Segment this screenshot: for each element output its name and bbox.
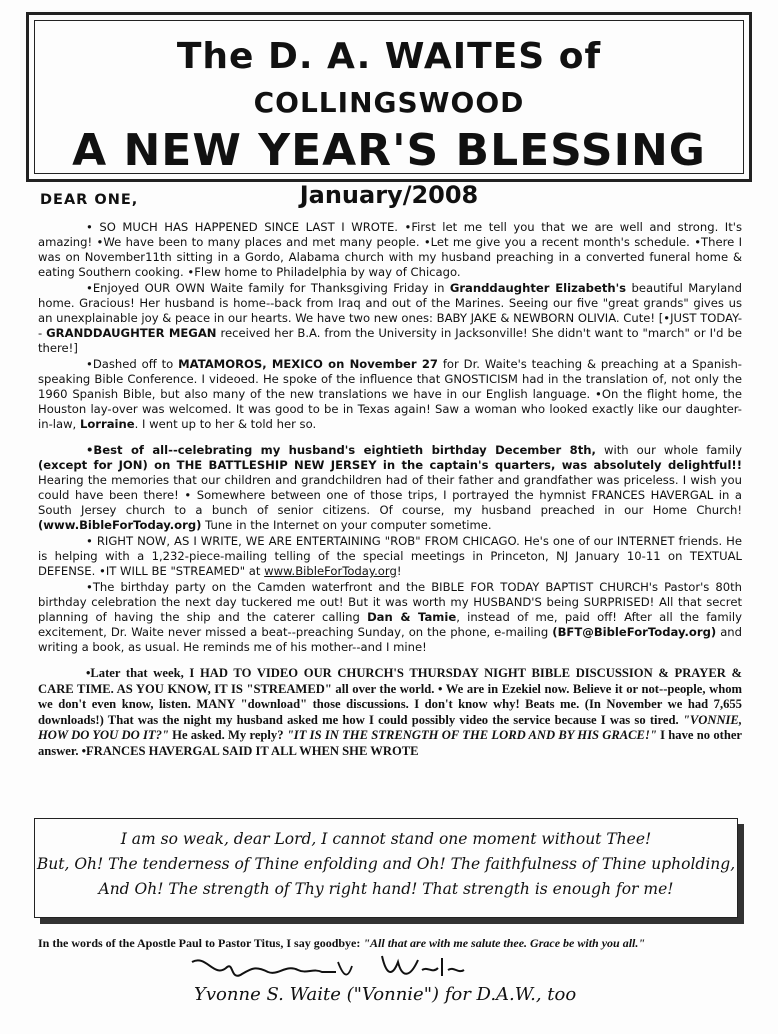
- paragraph-4-website: (www.BibleForToday.org): [38, 518, 202, 532]
- masthead-date: January/2008: [299, 181, 479, 209]
- paragraph-2: [38, 281, 742, 356]
- paragraph-6-email: (BFT@BibleForToday.org): [552, 625, 717, 639]
- paragraph-3-text-c: . I went up to her & told her so.: [134, 417, 317, 431]
- paragraph-1: [38, 220, 742, 280]
- poem-line-2: But, Oh! The tenderness of Thine enfolding and Oh! The faithfulness of Thine upholding,: [36, 855, 736, 873]
- poem-line-3: And Oh! The strength of Thy right hand! That strength is enough for me!: [98, 880, 674, 898]
- paragraph-4-bold-a: •Best of all--celebrating my husband's eightieth birthday December 8th,: [86, 443, 596, 457]
- masthead-family: The D. A. WAITES of: [176, 36, 602, 77]
- paragraph-4-bold-b: (except for JON): [38, 458, 148, 472]
- paragraph-3-bold-b: Lorraine: [79, 417, 135, 431]
- letter-body: [38, 220, 742, 761]
- paragraph-4: [38, 443, 742, 533]
- paragraph-4-bold-c: on THE BATTLESHIP NEW JERSEY in the captain's quarters, was absolutely delightful!!: [147, 458, 742, 472]
- paragraph-3: [38, 357, 742, 432]
- paragraph-3-text-b: for Dr. Waite's teaching & preaching at a Spanish-speaking Bible Conference. I videoed. He spoke of the influence that GNOSTICISM had in the translation of, not only the 1960 Spanish Bible, but also many of the new translations we have in our English language. •On the flight home, the Houston lay-over was welcomed. It was good to be in Texas again! Saw a woman who looked exactly like our daughter-in-law,: [38, 357, 742, 431]
- paragraph-7-quote-a: "VONNIE, HOW DO YOU DO IT?": [38, 712, 742, 743]
- poem-box: [34, 818, 738, 918]
- closing-quote: "All that are with me salute thee. Grace be with you all.": [363, 936, 646, 950]
- masthead-title: A NEW YEAR'S BLESSING: [72, 125, 706, 176]
- paragraph-4-text-b: Hearing the memories that our children and grandchildren had of their father and grandfather was priceless. I wish you could have been there! • Somewhere between one of those trips, I portrayed the hymnist FRANCES HAVERGAL in a South Jersey church to a bunch of senior citizens. Of course, my husband preached in our Home Church!: [38, 473, 742, 517]
- paragraph-3-text-a: •Dashed off to: [86, 357, 179, 371]
- paragraph-6-bold-a: Dan & Tamie: [367, 610, 457, 624]
- paragraph-2-text-a: •Enjoyed OUR OWN Waite family for Thanksgiving Friday in: [86, 281, 450, 295]
- paragraph-7-bold-c: That was the night my husband asked me how I could possibly video the service because I was so tired.: [103, 712, 683, 727]
- paragraph-3-bold-a: MATAMOROS, MEXICO on November 27: [178, 357, 438, 371]
- paragraph-1-text: • SO MUCH HAS HAPPENED SINCE LAST I WROTE. •First let me tell you that we are well and strong. It's amazing! •We have been to many places and met many people. •Let me give you a recent month's schedule. •There I was on November11th sitting in a Gordo, Alabama church with my husband preaching in a converted funeral home & eating Southern cooking. •Flew home to Philadelphia by way of Chicago.: [38, 220, 742, 279]
- paragraph-6-text-a: •The birthday party on the Camden waterfront and the BIBLE FOR TODAY BAPTIST CHURCH's Pastor's 80th birthday celebration the next day tuckered me out! But it was worth my HUSBAND'S being SURPRISED! All that secret planning of having the ship and the caterer calling: [38, 580, 742, 624]
- paragraph-7-quote-b: "IT IS IN THE STRENGTH OF THE LORD AND BY HIS GRACE!": [286, 728, 657, 743]
- paragraph-6-text-b: , instead of me, paid off! After all the family excitement, Dr. Waite never missed a beat--preaching Sunday, on the phone, e-mailing: [38, 610, 742, 639]
- paragraph-6-text-c: and writing a book, as usual. He reminds me of his mother--and I mine!: [38, 625, 743, 654]
- paragraph-2-text-b: beautiful Maryland home. Gracious! Her husband is home--back from Iraq and out of the Marines. Seeing our five "great grands" gives us an unexplainable joy & peace in our hearts. We have two new ones: BABY JAKE & NEWBORN OLIVIA. Cute! [•JUST TODAY--: [38, 281, 742, 340]
- paragraph-5-text-a: • RIGHT NOW, AS I WRITE, WE ARE ENTERTAINING "ROB" FROM CHICAGO. He's one of our INTERNET friends. He is helping with a 1,232-piece-mailing telling of the special meetings in Princeton, NJ January 10-11 on TEXTUAL DEFENSE. •IT WILL BE "STREAMED" at: [38, 534, 742, 578]
- paragraph-2-text-c: received her B.A. from the University in Jacksonville! She didn't want to "march" or I'd be there!]: [38, 326, 743, 355]
- paragraph-5: [38, 534, 742, 579]
- paragraph-5-text-b: !: [396, 564, 402, 578]
- paragraph-7-bold-a: •Later that week, I HAD TO VIDEO OUR CHURCH'S THURSDAY NIGHT BIBLE DISCUSSION & PRAYER & CARE TIME. AS YOU KNOW, IT IS "STREAMED" all over the world. • We are in Ezekiel now. Believe it or not--people, whom we don't even know, listen. MANY "download" those discussions. I don't know why! Beats me.: [38, 666, 742, 712]
- masthead-town: COLLINGSWOOD: [253, 86, 525, 119]
- masthead-family-line: [35, 35, 743, 125]
- closing-text: In the words of the Apostle Paul to Pastor Titus, I say goodbye:: [38, 936, 364, 950]
- poem-line-1: I am so weak, dear Lord, I cannot stand one moment without Thee!: [120, 830, 652, 848]
- paragraph-7-bold-b: (In November we had 7,655 downloads!): [38, 697, 742, 727]
- typed-signature: Yvonne S. Waite ("Vonnie") for D.A.W., too: [194, 984, 577, 1005]
- paragraph-5-link[interactable]: www.BibleForToday.org: [264, 564, 397, 578]
- paragraph-7-bold-d: He asked. My reply?: [168, 728, 287, 743]
- paragraph-4-text-c: Tune in the Internet on your computer sometime.: [201, 518, 492, 532]
- paragraph-7-bold-e: I have no other answer. •FRANCES HAVERGAL SAID IT ALL WHEN SHE WROTE: [38, 728, 742, 758]
- paragraph-2-bold-a: Granddaughter Elizabeth's: [449, 281, 627, 295]
- salutation: DEAR ONE,: [40, 192, 139, 208]
- paragraph-7: [38, 666, 742, 760]
- paragraph-4-text-a: with our whole family: [595, 443, 742, 457]
- paragraph-2-bold-b: GRANDDAUGHTER MEGAN: [46, 326, 217, 340]
- handwritten-signature: [186, 948, 466, 988]
- paragraph-6: [38, 580, 742, 655]
